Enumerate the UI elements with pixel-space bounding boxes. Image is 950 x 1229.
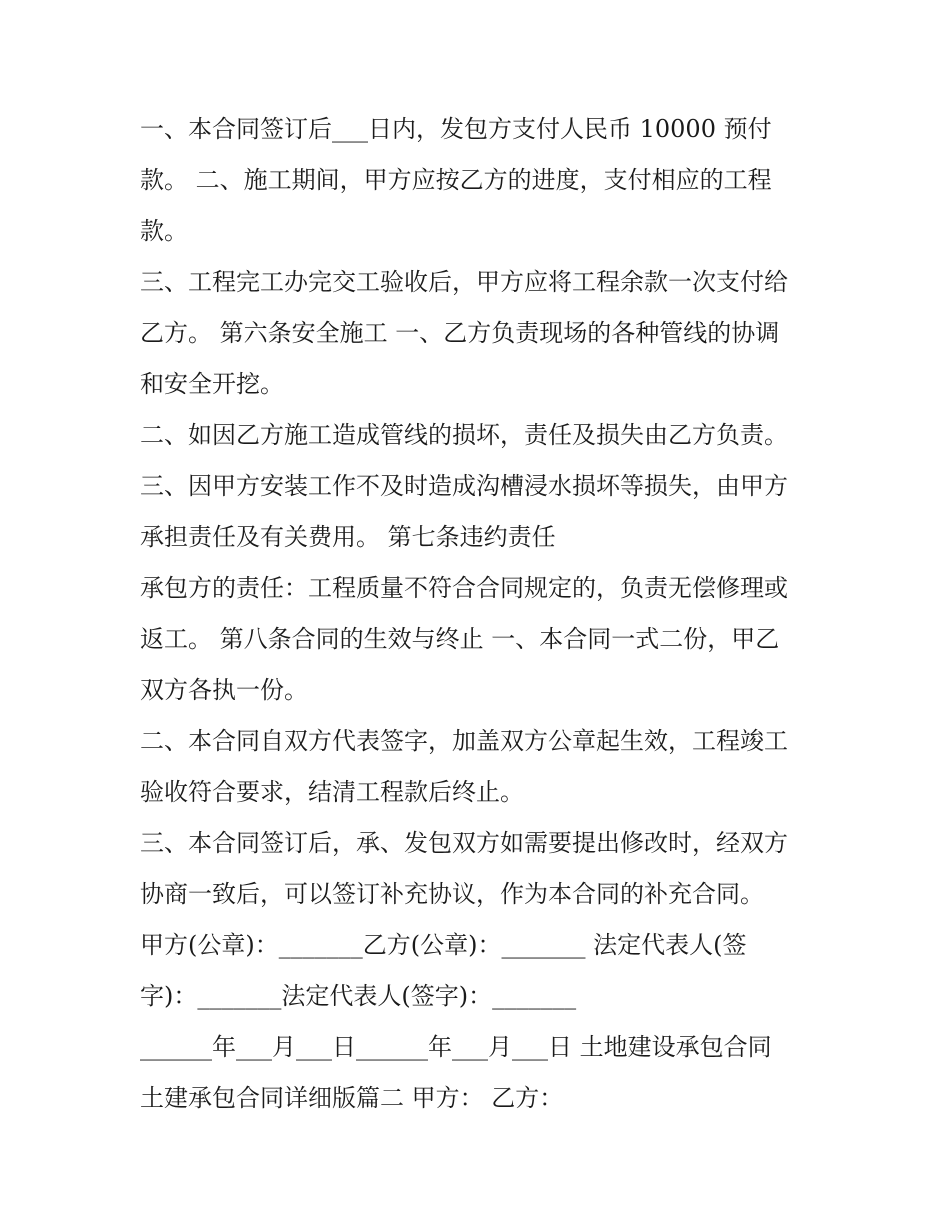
text-line: 承担责任及有关费用。 第七条违约责任 [140, 523, 556, 551]
text-line: ______年___月___日______年___月___日 土地建设承包合同 [140, 1033, 772, 1061]
text-line: 款。 [140, 217, 188, 245]
text-line: 返工。 第八条合同的生效与终止 一、本合同一式二份，甲乙 [140, 625, 780, 653]
text-line: 和安全开挖。 [140, 370, 284, 398]
text-line: 字)：_______法定代表人(签字)：_______ [140, 982, 577, 1010]
text-line: 三、工程完工办完交工验收后，甲方应将工程余款一次支付给 [140, 268, 788, 296]
text-line: 双方各执一份。 [140, 676, 308, 704]
text-line: 款。 二、施工期间，甲方应按乙方的进度，支付相应的工程 [140, 166, 772, 194]
text-line: 甲方(公章)：_______乙方(公章)：_______ 法定代表人(签 [140, 931, 747, 959]
text-line: 验收符合要求，结清工程款后终止。 [140, 778, 524, 806]
text-line: 三、因甲方安装工作不及时造成沟槽浸水损坏等损失，由甲方 [140, 472, 788, 500]
text-line: 土建承包合同详细版篇二 甲方： 乙方： [140, 1084, 564, 1112]
text-line: 三、本合同签订后，承、发包双方如需要提出修改时，经双方 [140, 829, 788, 857]
text-line: 协商一致后，可以签订补充协议，作为本合同的补充合同。 [140, 880, 764, 908]
text-line: 承包方的责任：工程质量不符合合同规定的，负责无偿修理或 [140, 574, 788, 602]
text-line: 一、本合同签订后___日内，发包方支付人民币 10000 预付 [140, 115, 772, 143]
text-line: 乙方。 第六条安全施工 一、乙方负责现场的各种管线的协调 [140, 319, 780, 347]
text-line: 二、如因乙方施工造成管线的损坏，责任及损失由乙方负责。 [140, 421, 788, 449]
text-line: 二、本合同自双方代表签字，加盖双方公章起生效，工程竣工 [140, 727, 788, 755]
